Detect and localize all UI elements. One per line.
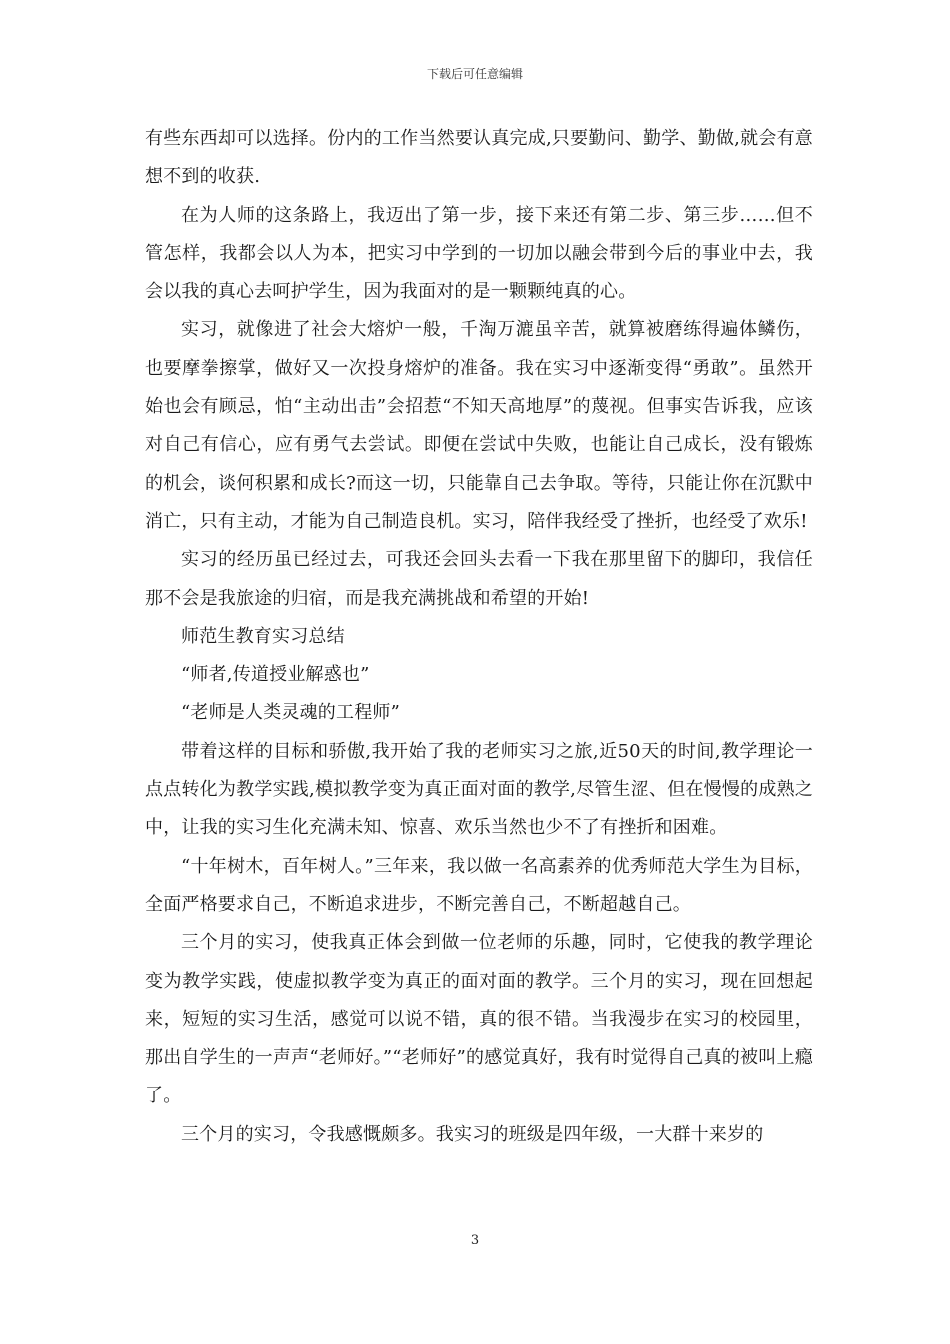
paragraph-continued: 有些东西却可以选择。份内的工作当然要认真完成,只要勤问、勤学、勤做,就会有意想不到的收获. [145,128,813,188]
paragraph: 三个月的实习，令我感慨颇多。我实习的班级是四年级，一大群十来岁的 [181,1123,764,1145]
paragraph: “十年树木，百年树人。”三年来，我以做一名高素养的优秀师范大学生为目标，全面严格要求自己，不断追求进步，不断完善自己，不断超越自己。 [145,855,813,915]
section-title: 师范生教育实习总结 [181,625,345,647]
paragraph: 实习的经历虽已经过去，可我还会回头去看一下我在那里留下的脚印，我信任那不会是我旅途的归宿，而是我充满挑战和希望的开始! [145,549,813,609]
document-body [145,120,813,1154]
quote-line: “老师是人类灵魂的工程师” [181,702,401,724]
quote-line: “师者,传道授业解惑也” [181,664,370,686]
paragraph: 三个月的实习，使我真正体会到做一位老师的乐趣，同时，它使我的教学理论变为教学实践，使虚拟教学变为真正的面对面的教学。三个月的实习，现在回想起来，短短的实习生活，感觉可以说不错，真的很不错。当我漫步在实习的校园里，那出自学生的一声声“老师好。”“老师好”的感觉真好，我有时觉得自己真的被叫上瘾了。 [145,932,813,1107]
paragraph: 在为人师的这条路上，我迈出了第一步，接下来还有第二步、第三步……但不管怎样，我都会以人为本，把实习中学到的一切加以融会带到今后的事业中去，我会以我的真心去呵护学生，因为我面对的是一颗颗纯真的心。 [145,204,813,303]
paragraph: 实习，就像进了社会大熔炉一般，千淘万漉虽辛苦，就算被磨练得遍体鳞伤，也要摩拳擦掌，做好又一次投身熔炉的准备。我在实习中逐渐变得“勇敢”。虽然开始也会有顾忌，怕“主动出击”会招惹“不知天高地厚”的蔑视。但事实告诉我，应该对自己有信心，应有勇气去尝试。即便在尝试中失败，也能让自己成长，没有锻炼的机会，谈何积累和成长?而这一切，只能靠自己去争取。等待，只能让你在沉默中消亡，只有主动，才能为自己制造良机。实习，陪伴我经受了挫折，也经受了欢乐! [145,319,813,532]
page-header: 下载后可任意编辑 [426,67,523,81]
paragraph: 带着这样的目标和骄傲,我开始了我的老师实习之旅,近50天的时间,教学理论一点点转化为教学实践,模拟教学变为真正面对面的教学,尽管生涩、但在慢慢的成熟之中，让我的实习生化充满未知、惊喜、欢乐当然也少不了有挫折和困难。 [145,740,813,839]
page-number: 3 [470,1233,480,1248]
